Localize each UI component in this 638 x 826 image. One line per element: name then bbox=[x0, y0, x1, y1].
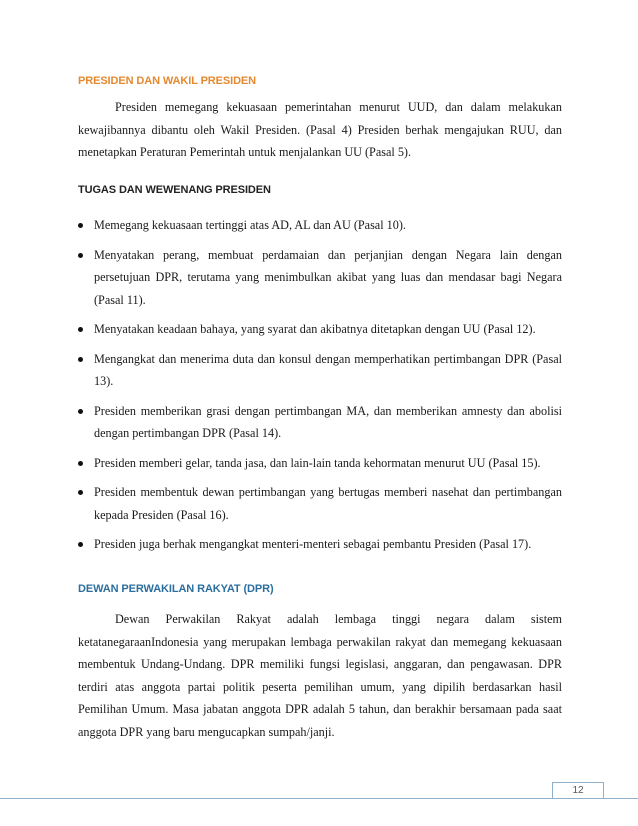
list-item-text: Presiden memberi gelar, tanda jasa, dan lain-lain tanda kehormatan menurut UU (Pasal 15). bbox=[94, 455, 541, 470]
list-item bbox=[78, 533, 562, 556]
footer-rule bbox=[0, 798, 638, 799]
paragraph-dpr: Dewan Perwakilan Rakyat adalah lembaga tinggi negara dalam sistem ketatanegaraanIndonesia yang merupakan lembaga perwakilan rakyat dan memegang kekuasaan membentuk Undang-Undang. DPR memiliki fungsi legislasi, anggaran, dan pengawasan. DPR terdiri atas anggota partai politik peserta pemilihan umum, yang dipilih berdasarkan hasil Pemilihan Umum. Masa jabatan anggota DPR adalah 5 tahun, dan berakhir bersamaan pada saat anggota DPR yang baru mengucapkan sumpah/janji. bbox=[78, 612, 562, 739]
bullet-icon bbox=[78, 357, 83, 362]
paragraph-presiden: Presiden memegang kekuasaan pemerintahan menurut UUD, dan dalam melakukan kewajibannya dibantu oleh Wakil Presiden. (Pasal 4) Presiden berhak mengajukan RUU, dan menetapkan Peraturan Pemerintah untuk menjalankan UU (Pasal 5). bbox=[78, 100, 562, 159]
list-item-text: Memegang kekuasaan tertinggi atas AD, AL dan AU (Pasal 10). bbox=[94, 218, 406, 232]
section-heading-presiden: PRESIDEN DAN WAKIL PRESIDEN bbox=[78, 75, 257, 87]
bullet-icon bbox=[78, 409, 83, 414]
bullet-icon bbox=[78, 461, 83, 466]
section-heading-tugas: TUGAS DAN WEWENANG PRESIDEN bbox=[78, 184, 271, 196]
bullet-icon bbox=[78, 223, 83, 228]
list-item-text: Menyatakan perang, membuat perdamaian dan perjanjian dengan Negara lain dengan persetujuan DPR, terutama yang menimbulkan akibat yang luas dan mendasar bagi Negara (Pasal 11). bbox=[94, 247, 562, 307]
list-item-text: Presiden juga berhak mengangkat menteri-menteri sebagai pembantu Presiden (Pasal 17). bbox=[94, 537, 532, 551]
list-item bbox=[78, 348, 562, 393]
list-item bbox=[78, 318, 562, 341]
list-item bbox=[78, 244, 562, 312]
list-item bbox=[78, 481, 562, 526]
list-item-text: Presiden membentuk dewan pertimbangan yang bertugas memberi nasehat dan pertimbangan kepada Presiden (Pasal 16). bbox=[94, 485, 562, 522]
list-item bbox=[78, 400, 562, 445]
page-number: 12 bbox=[552, 782, 604, 799]
tugas-bullet-list bbox=[78, 214, 562, 563]
section-heading-dpr: DEWAN PERWAKILAN RAKYAT (DPR) bbox=[78, 583, 274, 595]
list-item bbox=[78, 452, 562, 475]
list-item-text: Menyatakan keadaan bahaya, yang syarat dan akibatnya ditetapkan dengan UU (Pasal 12). bbox=[94, 322, 536, 336]
bullet-icon bbox=[78, 253, 83, 258]
list-item-text: Mengangkat dan menerima duta dan konsul dengan memperhatikan pertimbangan DPR (Pasal 13). bbox=[94, 351, 562, 388]
bullet-icon bbox=[78, 490, 83, 495]
bullet-icon bbox=[78, 327, 83, 332]
list-item bbox=[78, 214, 562, 237]
bullet-icon bbox=[78, 542, 83, 547]
list-item-text: Presiden memberikan grasi dengan pertimbangan MA, dan memberikan amnesty dan abolisi dengan pertimbangan DPR (Pasal 14). bbox=[94, 403, 562, 440]
